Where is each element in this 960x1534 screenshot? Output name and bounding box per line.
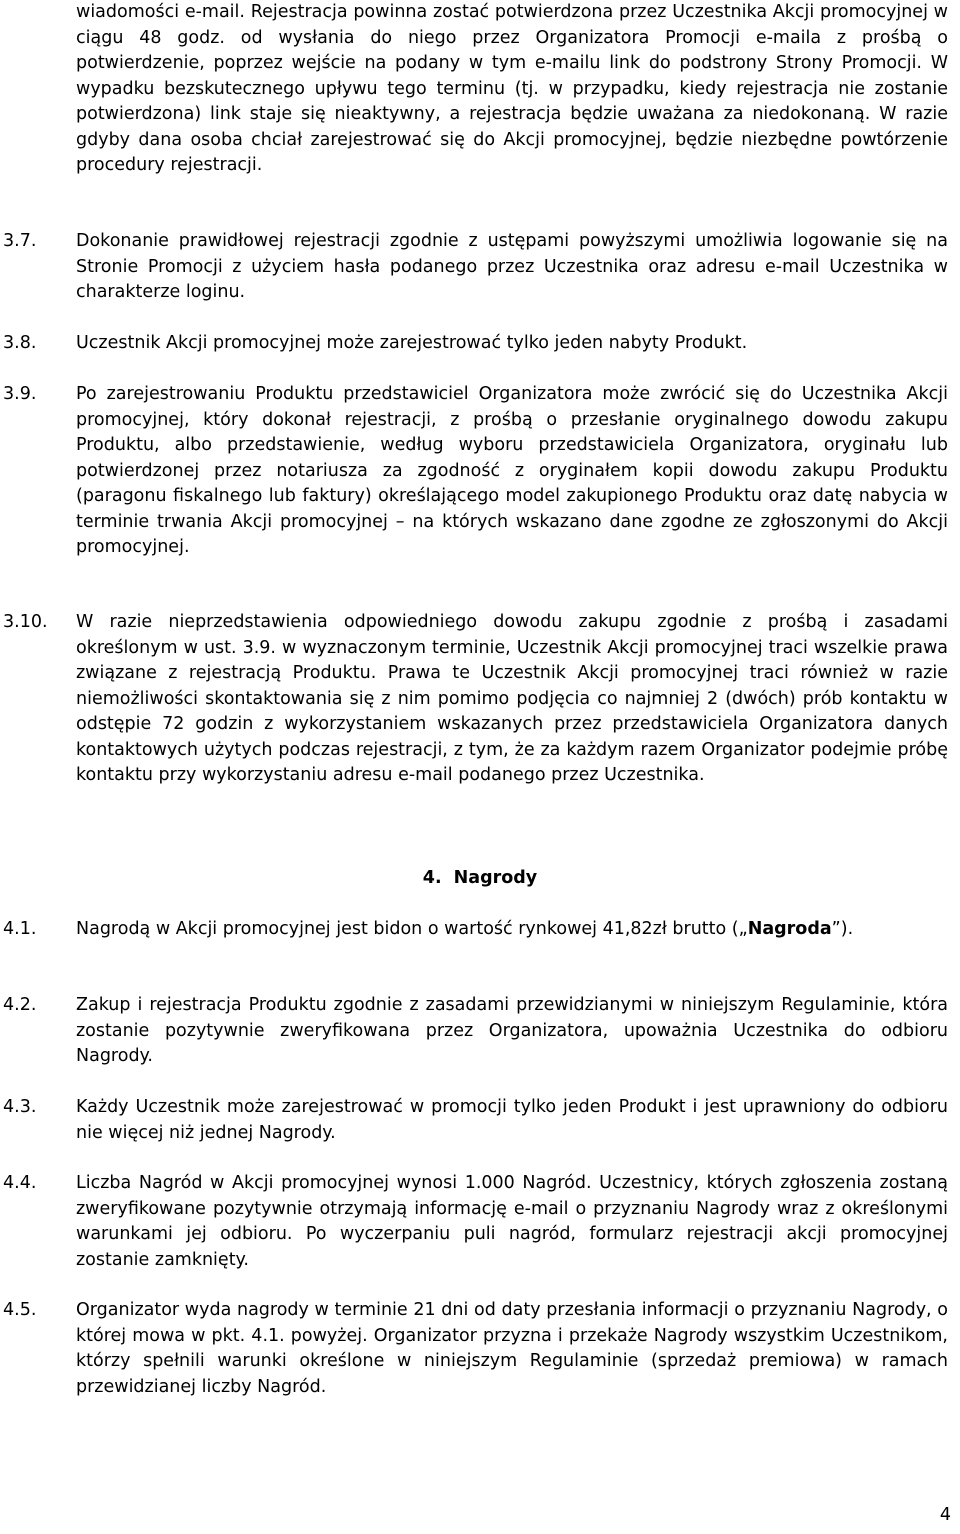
section-number: 4. xyxy=(422,868,442,888)
paragraph-4-1 xyxy=(3,917,948,943)
paragraph-number: 3.10. xyxy=(3,612,48,632)
paragraph-3-8 xyxy=(3,331,948,357)
intro-paragraph xyxy=(76,0,948,179)
intro-text: wiadomości e-mail. Rejestracja powinna zostać potwierdzona przez Uczestnika Akcji promocyjnej w ciągu 48 godz. od wysłania do niego przez Organizatora Promocji e-maila z prośbą o potwierdzenie, poprzez wejście na podany w tym e-mailu link do podstrony Strony Promocji. W wypadku bezskutecznego upływu tego terminu (tj. w przypadku, kiedy rejestracja nie zostanie potwierdzona) link staje się nieaktywny, a rejestracja będzie uważana za niedokonaną. W razie gdyby dana osoba chciał zarejestrować się do Akcji promocyjnej, będzie niezbędne powtórzenie procedury rejestracji. xyxy=(76,2,948,175)
paragraph-number: 4.5. xyxy=(3,1300,37,1320)
paragraph-text: Po zarejestrowaniu Produktu przedstawiciel Organizatora może zwrócić się do Uczestnika Akcji promocyjnej, który dokonał rejestracji, z prośbą o przesłanie oryginalnego dowodu zakupu Produktu, albo przedstawienie, według wyboru przedstawiciela Organizatora, oryginału lub potwierdzonej przez notariusza za zgodność z oryginałem kopii dowodu zakupu Produktu (paragonu fiskalnego lub faktury) określającego model zakupionego Produktu oraz datę nabycia w terminie trwania Akcji promocyjnej – na których wskazano dane zgodne ze zgłoszonymi do Akcji promocyjnej. xyxy=(76,384,948,557)
page-number: 4 xyxy=(939,1505,951,1525)
paragraph-4-2 xyxy=(3,993,948,1070)
paragraph-text: Organizator wyda nagrody w terminie 21 dni od daty przesłania informacji o przyznaniu Nagrody, o której mowa w pkt. 4.1. powyżej. Organizator przyzna i przekaże Nagrody wszystkim Uczestnikom, którzy spełnili warunki określone w niniejszym Regulaminie (sprzedaż premiowa) w ramach przewidzianej liczby Nagród. xyxy=(76,1300,948,1397)
paragraph-text: Każdy Uczestnik może zarejestrować w promocji tylko jeden Produkt i jest uprawniony do odbioru nie więcej niż jednej Nagrody. xyxy=(76,1097,948,1143)
paragraph-4-3 xyxy=(3,1095,948,1146)
paragraph-number: 4.3. xyxy=(3,1097,37,1117)
paragraph-text-after: ”). xyxy=(831,919,854,939)
paragraph-3-10 xyxy=(3,610,948,789)
paragraph-3-9 xyxy=(3,382,948,561)
paragraph-number: 3.9. xyxy=(3,384,37,404)
section-title: Nagrody xyxy=(453,868,538,888)
paragraph-text: W razie nieprzedstawienia odpowiedniego dowodu zakupu zgodnie z prośbą i zasadami określonym w ust. 3.9. w wyznaczonym terminie, Uczestnik Akcji promocyjnej traci wszelkie prawa związane z rejestracją Produktu. Prawa te Uczestnik Akcji promocyjnej traci również w razie niemożliwości skontaktowania się z nim pomimo podjęcia co najmniej 2 (dwóch) prób kontaktu w odstępie 72 godzin z wykorzystaniem wskazanych przez przedstawiciela Organizatora danych kontaktowych użytych podczas rejestracji, z tym, że za każdym razem Organizator podejmie próbę kontaktu przy wykorzystaniu adresu e-mail podanego przez Uczestnika. xyxy=(76,612,948,785)
paragraph-number: 3.8. xyxy=(3,333,37,353)
paragraph-number: 4.2. xyxy=(3,995,37,1015)
paragraph-text-before: Nagrodą w Akcji promocyjnej jest bidon o wartość rynkowej 41,82zł brutto („ xyxy=(76,919,748,939)
paragraph-number: 4.4. xyxy=(3,1173,37,1193)
paragraph-3-7 xyxy=(3,229,948,306)
paragraph-number: 3.7. xyxy=(3,231,37,251)
paragraph-text: Uczestnik Akcji promocyjnej może zarejestrować tylko jeden nabyty Produkt. xyxy=(76,333,748,353)
defined-term-nagroda: Nagroda xyxy=(747,919,832,939)
paragraph-text: Zakup i rejestracja Produktu zgodnie z zasadami przewidzianymi w niniejszym Regulaminie, która zostanie pozytywnie zweryfikowana przez Organizatora, upoważnia Uczestnika do odbioru Nagrody. xyxy=(76,995,948,1066)
paragraph-text: Dokonanie prawidłowej rejestracji zgodnie z ustępami powyższymi umożliwia logowanie się na Stronie Promocji z użyciem hasła podanego przez Uczestnika oraz adresu e-mail Uczestnika w charakterze loginu. xyxy=(76,231,948,302)
section-heading-nagrody xyxy=(0,866,960,892)
paragraph-text: Liczba Nagród w Akcji promocyjnej wynosi 1.000 Nagród. Uczestnicy, których zgłoszenia zostaną zweryfikowane pozytywnie otrzymają informację e-mail o przyznaniu Nagrody wraz z określonymi warunkami jej odbioru. Po wyczerpaniu puli nagród, formularz rejestracji akcji promocyjnej zostanie zamknięty. xyxy=(76,1173,948,1270)
paragraph-number: 4.1. xyxy=(3,919,37,939)
paragraph-4-4 xyxy=(3,1171,948,1273)
paragraph-4-5 xyxy=(3,1298,948,1400)
